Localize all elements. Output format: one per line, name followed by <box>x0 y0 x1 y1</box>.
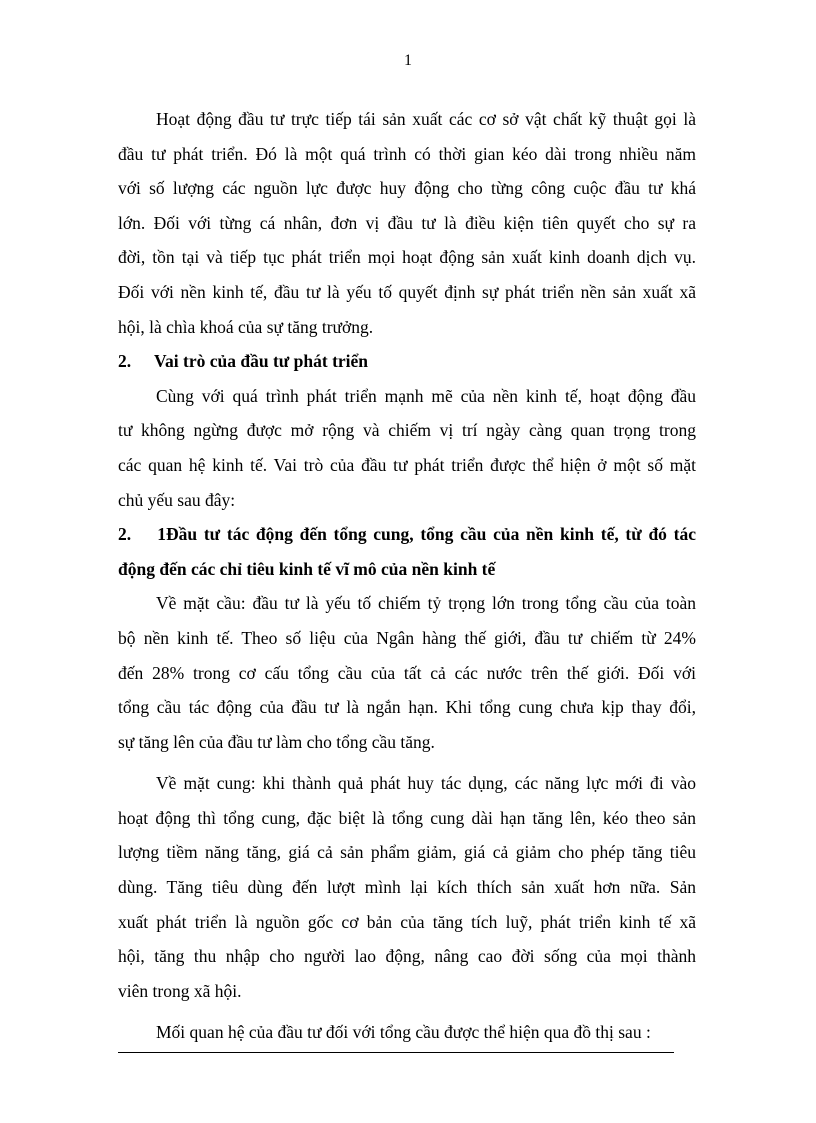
paragraph <box>118 379 696 517</box>
text-line: hoạt động thì tổng cung, đặc biệt là tổng cung dài hạn tăng lên, kéo theo sản <box>118 807 696 828</box>
text-line: Về mặt cung: khi thành quả phát huy tác dụng, các năng lực mới đi vào <box>156 773 696 794</box>
text-line: viên trong xã hội. <box>118 980 242 1001</box>
paragraph <box>118 1015 696 1050</box>
footer-rule <box>118 1052 674 1053</box>
subsection-heading <box>118 517 696 552</box>
section-heading <box>118 344 696 379</box>
text-line: hội, là chìa khoá của sự tăng trưởng. <box>118 316 374 337</box>
section-number: 2. <box>118 351 132 372</box>
text-line: các quan hệ kinh tế. Vai trò của đầu tư phát triển được thể hiện ở một số mặt <box>118 454 696 475</box>
text-line: Mối quan hệ của đầu tư đối với tổng cầu được thể hiện qua đồ thị sau : <box>156 1022 651 1043</box>
text-line: tổng cầu tác động của đầu tư là ngắn hạn. Khi tổng cung chưa kịp thay đổi, <box>118 697 696 718</box>
text-line: Cùng với quá trình phát triển mạnh mẽ của nền kinh tế, hoạt động đầu <box>156 385 696 406</box>
text-line: chủ yếu sau đây: <box>118 489 236 510</box>
text-line: Đối với nền kinh tế, đầu tư là yếu tố quyết định sự phát triển nền sản xuất xã <box>118 281 696 302</box>
subsection-heading-continued: động đến các chỉ tiêu kinh tế vĩ mô của nền kinh tế <box>118 558 496 579</box>
text-line: đến 28% trong cơ cấu tổng cầu của tất cả các nước trên thế giới. Đối với <box>118 662 696 683</box>
text-line: Về mặt cầu: đầu tư là yếu tố chiếm tỷ trọng lớn trong tổng cầu của toàn <box>156 593 696 614</box>
text-line: tư không ngừng được mở rộng và chiếm vị trí ngày càng quan trọng trong <box>118 420 696 441</box>
text-line: dùng. Tăng tiêu dùng đến lượt mình lại kích thích sản xuất hơn nữa. Sản <box>118 877 696 898</box>
text-line: bộ nền kinh tế. Theo số liệu của Ngân hàng thế giới, đầu tư chiếm từ 24% <box>118 627 696 648</box>
paragraph <box>118 766 696 1008</box>
text-line: với số lượng các nguồn lực được huy động cho từng công cuộc đầu tư khá <box>118 178 696 199</box>
text-line: lượng tiềm năng tăng, giá cả sản phẩm giảm, giá cả giảm cho phép tăng tiêu <box>118 842 696 863</box>
text-line: sự tăng lên của đầu tư làm cho tổng cầu tăng. <box>118 731 435 752</box>
section-title: Vai trò của đầu tư phát triển <box>154 351 369 372</box>
paragraph <box>118 586 696 759</box>
text-line: đời, tồn tại và tiếp tục phát triển mọi hoạt động sản xuất kinh doanh dịch vụ. <box>118 247 696 268</box>
text-line: lớn. Đối với từng cá nhân, đơn vị đầu tư là điều kiện tiên quyết cho sự ra <box>118 212 696 233</box>
text-line: đầu tư phát triển. Đó là một quá trình có thời gian kéo dài trong nhiều năm <box>118 143 696 164</box>
subsection-number: 2. 1 <box>118 524 166 545</box>
text-line: Hoạt động đầu tư trực tiếp tái sản xuất các cơ sở vật chất kỹ thuật gọi là <box>156 109 696 129</box>
document-body <box>118 102 696 1050</box>
page-number: 1 <box>404 52 412 69</box>
text-line: hội, tăng thu nhập cho người lao động, nâng cao đời sống của mọi thành <box>118 946 696 967</box>
text-line: xuất phát triển là nguồn gốc cơ bản của tăng tích luỹ, phát triển kinh tế xã <box>118 911 696 932</box>
subsection-title: Đầu tư tác động đến tổng cung, tổng cầu của nền kinh tế, từ đó tác <box>166 524 696 545</box>
paragraph <box>118 102 696 344</box>
